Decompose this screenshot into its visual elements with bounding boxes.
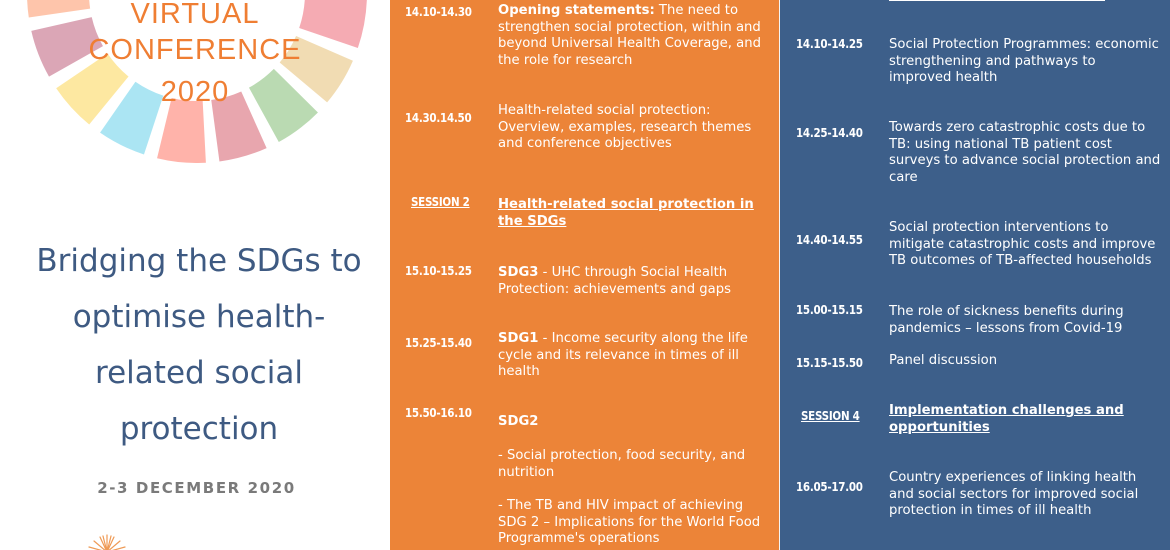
time-slot: 15.15-15.50 <box>796 356 863 370</box>
time-slot: 14.25-14.40 <box>796 126 863 140</box>
agenda-item-text: - UHC through Social Health Protection: achievements and gaps <box>498 265 731 297</box>
agenda-item: Social Protection Programmes: economic strengthening and pathways to improved health <box>889 37 1159 86</box>
headline <box>0 233 390 457</box>
conference-label-line2: CONFERENCE <box>88 34 302 66</box>
time-slot: 15.10-15.25 <box>405 264 472 278</box>
session-label: SESSION 4 <box>801 409 860 423</box>
time-slot: 14.30.14.50 <box>405 111 472 125</box>
left-panel <box>0 0 390 550</box>
agenda-item: Country experiences of linking health and social sectors for improved social protection in times of ill health <box>889 470 1139 519</box>
agenda-item: The role of sickness benefits during pandemics – lessons from Covid-19 <box>889 304 1124 336</box>
agenda-item: Health-related social protection: Overview, examples, research themes and conference objectives <box>498 103 752 152</box>
agenda-item-text: The need to strengthen social protection, within and beyond Universal Health Coverage, and the role for research <box>498 3 761 68</box>
conference-label-line1: VIRTUAL <box>130 0 260 30</box>
headline-line-1: Bridging the SDGs to <box>36 243 362 279</box>
sunburst-icon <box>82 532 132 550</box>
agenda-item <box>498 331 758 381</box>
agenda-item <box>498 265 753 298</box>
time-slot: 15.50-16.10 <box>405 406 472 420</box>
headline-line-4: protection <box>119 411 279 447</box>
agenda-item-text: - Income security along the life cycle and its relevance in times of ill health <box>498 331 748 380</box>
time-slot: 15.00-15.15 <box>796 303 863 317</box>
agenda-item-bold: SDG3 <box>498 265 539 280</box>
session-title-underline <box>889 0 1105 1</box>
conference-dates: 2-3 DECEMBER 2020 <box>97 479 296 497</box>
headline-line-2: optimise health- <box>72 299 326 335</box>
headline-line-3: related social <box>95 355 303 391</box>
agenda-item <box>498 3 773 69</box>
time-slot: 15.25-15.40 <box>405 336 472 350</box>
agenda-subitem: - Social protection, food security, and nutrition <box>498 448 746 480</box>
agenda-item: Social protection interventions to mitigate catastrophic costs and improve TB outcomes of TB-affected households <box>889 220 1156 269</box>
session-title: Health-related social protection in the SDGs <box>498 197 754 229</box>
time-slot: 16.05-17.00 <box>796 480 863 494</box>
session-title: Implementation challenges and opportunities <box>889 403 1124 435</box>
time-slot: 14.40-14.55 <box>796 233 863 247</box>
agenda-item-bold: SDG1 <box>498 331 539 346</box>
time-slot: 14.10-14.25 <box>796 37 863 51</box>
agenda-item-bold: Opening statements: <box>498 3 655 18</box>
agenda-item <box>498 414 763 431</box>
time-slot: 14.10-14.30 <box>405 5 472 19</box>
agenda-item: Panel discussion <box>889 353 998 368</box>
agenda-item: Towards zero catastrophic costs due to TB: using national TB patient cost surveys to advance social protection and care <box>889 120 1161 185</box>
conference-year: 2020 <box>160 76 230 108</box>
session-label: SESSION 2 <box>411 195 470 209</box>
agenda-item-bold: SDG2 <box>498 414 539 429</box>
agenda-subitem: - The TB and HIV impact of achieving SDG 2 – Implications for the World Food Programme's operations <box>498 498 761 547</box>
